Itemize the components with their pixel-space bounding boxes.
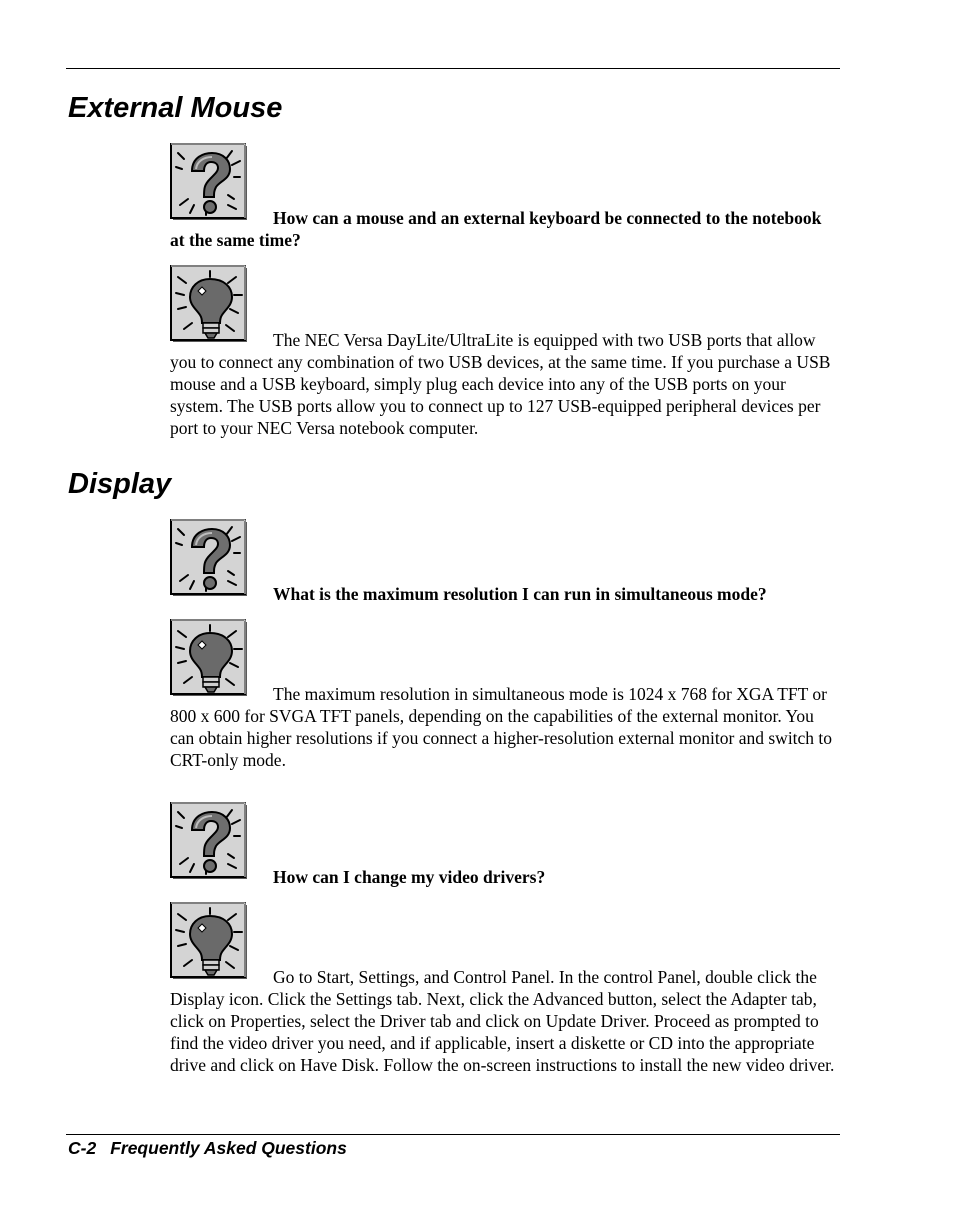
top-rule: [66, 68, 840, 69]
faq-question: [170, 143, 838, 251]
bottom-rule: [66, 1134, 840, 1135]
question-mark-icon: [170, 519, 250, 599]
light-bulb-icon: [170, 265, 250, 345]
answer-text: The NEC Versa DayLite/UltraLite is equipped with two USB ports that allow you to connect any combination of two USB devices, at the same time. If you purchase a USB mouse and a USB keyboard, simply plug each device into any of the USB ports on your system. The USB ports allow you to connect up to 127 USB-equipped peripheral devices per port to your NEC Versa notebook computer.: [170, 330, 831, 438]
section-heading-display: Display: [68, 468, 172, 500]
chapter-title: Frequently Asked Questions: [110, 1138, 347, 1158]
question-mark-icon: [170, 143, 250, 223]
answer-text: The maximum resolution in simultaneous mode is 1024 x 768 for XGA TFT or 800 x 600 for SVGA TFT panels, depending on the capabilities of the external monitor. You can obtain higher resolutions if you connect a higher-resolution external monitor and switch to CRT-only mode.: [170, 684, 833, 770]
answer-text: Go to Start, Settings, and Control Panel. In the control Panel, double click the Display icon. Click the Settings tab. Next, click the Advanced button, select the Adapter tab, click on Properties, select the Driver tab and click on Update Driver. Proceed as prompted to find the video driver you need, and if applicable, insert a diskette or CD into the appropriate drive and click on Have Disk. Follow the on-screen instructions to install the new video driver.: [170, 967, 835, 1075]
faq-answer: [170, 902, 838, 1076]
light-bulb-icon: [170, 902, 250, 982]
question-text: What is the maximum resolution I can run in simultaneous mode?: [273, 584, 767, 604]
page-number: C-2: [68, 1138, 97, 1158]
faq-question: [170, 519, 838, 605]
faq-question: [170, 802, 838, 888]
section-heading-external-mouse: External Mouse: [68, 92, 283, 124]
page-footer: [68, 1138, 347, 1158]
light-bulb-icon: [170, 619, 250, 699]
question-text: How can a mouse and an external keyboard be connected to the notebook at the same time?: [170, 208, 822, 250]
faq-answer: [170, 265, 838, 439]
question-mark-icon: [170, 802, 250, 882]
faq-answer: [170, 619, 838, 771]
question-text: How can I change my video drivers?: [273, 867, 546, 887]
